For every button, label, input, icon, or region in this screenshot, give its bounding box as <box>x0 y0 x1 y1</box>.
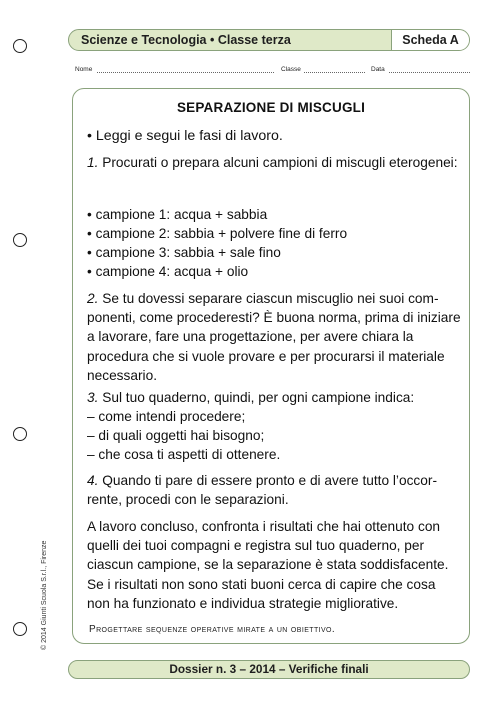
step-3-item-3: – che cosa ti aspetti di ottenere. <box>87 447 281 462</box>
data-label: Data <box>371 66 385 73</box>
worksheet-card <box>72 88 470 644</box>
conclusion-paragraph: A lavoro concluso, confronta i risultati che hai ottenuto con quelli dei tuoi compagni e registra sul tuo quaderno, per ciascun campione, se la separazione è stata soddisfacente. Se i risultati non sono stati buoni cerca di capire che cosa non ha funzionato e individua strategie migliorative. <box>87 519 449 611</box>
scheda-label: Scheda A <box>391 30 469 50</box>
bullet-campione-3: • campione 3: sabbia + sale fino <box>87 245 281 260</box>
step-3 <box>87 388 461 407</box>
binder-hole-3 <box>13 427 27 441</box>
bullet-campione-2: • campione 2: sabbia + polvere fine di ferro <box>87 226 348 241</box>
binder-hole-4 <box>13 622 27 636</box>
step-4-text: Quando ti pare di essere pronto e di avere tutto l’occorrente, procedi con le separazioni. <box>87 473 437 508</box>
step-3-item-2: – di quali oggetti hai bisogno; <box>87 428 265 443</box>
step-1-text: Procurati o prepara alcuni campioni di miscugli eterogenei: <box>98 155 458 170</box>
step-2-number: 2. <box>87 291 99 306</box>
header-subject: Scienze e Tecnologia • Classe terza <box>81 33 291 47</box>
binder-hole-1 <box>13 39 27 53</box>
step-1 <box>87 153 461 172</box>
footer-bar: Dossier n. 3 – 2014 – Verifiche finali <box>68 660 470 679</box>
step-2-text: Se tu dovessi separare ciascun miscuglio nei suoi componenti, come procederesti? È buona norma, prima di iniziare a lavorare, fare una progettazione, per avere chiara la procedura che si vuole provare e per procurarsi il materiale necessario. <box>87 291 461 383</box>
step-3-text: Sul tuo quaderno, quindi, per ogni campione indica: <box>98 390 415 405</box>
classe-field[interactable] <box>304 72 365 73</box>
step-4-number: 4. <box>87 473 99 488</box>
classe-label: Classe <box>281 66 301 73</box>
learning-objective: Progettare sequenze operative mirate a un obiettivo. <box>89 624 336 635</box>
step-4 <box>87 471 461 509</box>
binder-hole-2 <box>13 233 27 247</box>
step-3-item-1: – come intendi procedere; <box>87 409 246 424</box>
step-1-number: 1. <box>87 155 99 170</box>
nome-label: Nome <box>75 66 93 73</box>
step-2 <box>87 289 461 385</box>
nome-field[interactable] <box>97 72 274 73</box>
copyright-note: © 2014 Giunti Scuola S.r.l., Firenze <box>41 540 48 650</box>
worksheet-title: SEPARAZIONE DI MISCUGLI <box>176 100 366 115</box>
bullet-campione-1: • campione 1: acqua + sabbia <box>87 207 268 222</box>
student-info-line <box>75 66 470 78</box>
header-bar <box>68 29 470 51</box>
data-field[interactable] <box>389 72 470 73</box>
intro-instruction: • Leggi e segui le fasi di lavoro. <box>87 128 283 144</box>
bullet-campione-4: • campione 4: acqua + olio <box>87 264 249 279</box>
step-3-number: 3. <box>87 390 99 405</box>
